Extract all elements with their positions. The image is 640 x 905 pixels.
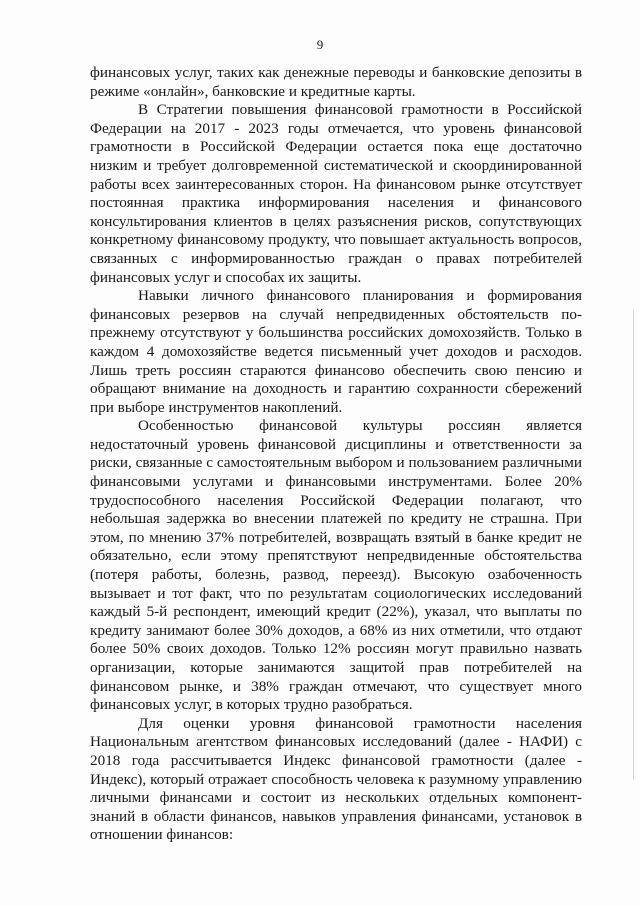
paragraph-financial-culture: Особенностью финансовой культуры россиян является недостаточный уровень финансовой дисциплины и ответственности за риски, связанные с самостоятельным выбором и пользованием различными финансовыми услугами и финансовыми инструментами. Более 20% трудоспособного населения Российской Федерации полагают, что небольшая задержка во внесении платежей по кредиту не страшна. При этом, по мнению 37% потребителей, возвращать взятый в банке кредит не обязательно, если этому препятствуют непредвиденные обстоятельства (потеря работы, болезнь, развод, переезд). Высокую озабоченность вызывает и тот факт, что по результатам социологических исследований каждый 5-й респондент, имеющий кредит (22%), указал, что выплаты по кредиту занимают более 30% доходов, а 68% из них отметили, что отдают более 50% своих доходов. Только 12% россиян могут правильно назвать организации, которые занимаются защитой прав потребителей на финансовом рынке, и 38% граждан отмечают, что существует много финансовых услуг, в которых трудно разобраться. bbox=[90, 417, 582, 714]
paragraph-strategy: В Стратегии повышения финансовой грамотности в Российской Федерации на 2017 - 2023 годы отмечается, что уровень финансовой грамотности в Российской Федерации остается пока еще достаточно низким и требует долговременной систематической и скоординированной работы всех заинтересованных сторон. На финансовом рынке отсутствует постоянная практика информирования населения и финансового консультирования клиентов в целях разъяснения рисков, сопутствующих конкретному финансовому продукту, что повышает актуальность вопросов, связанных с информированностью граждан о правах потребителей финансовых услуг и способах их защиты. bbox=[90, 101, 582, 286]
scan-edge-line bbox=[633, 310, 634, 780]
paragraph-planning-skills: Навыки личного финансового планирования и формирования финансовых резервов на случай непредвиденных обстоятельств по-прежнему отсутствуют у большинства российских домохозяйств. Только в каждом 4 домохозяйстве ведется письменный учет доходов и расходов. Лишь треть россиян стараются финансово обеспечить свою пенсию и обращают внимание на доходность и гарантию сохранности сбережений при выборе инструментов накоплений. bbox=[90, 287, 582, 416]
paragraph-nafi-index: Для оценки уровня финансовой грамотности населения Национальным агентством финансовых исследований (далее - НАФИ) с 2018 года рассчитывается Индекс финансовой грамотности (далее - Индекс), который отражает способность человека к разумному управлению личными финансами и состоит из нескольких отдельных компонент-знаний в области финансов, навыков управления финансами, установок в отношении финансов: bbox=[90, 714, 582, 844]
page-number: 9 bbox=[316, 37, 324, 52]
document-body bbox=[90, 64, 582, 845]
paragraph-continuation: финансовых услуг, таких как денежные переводы и банковские депозиты в режиме «онлайн», банковские и кредитные карты. bbox=[90, 64, 582, 100]
